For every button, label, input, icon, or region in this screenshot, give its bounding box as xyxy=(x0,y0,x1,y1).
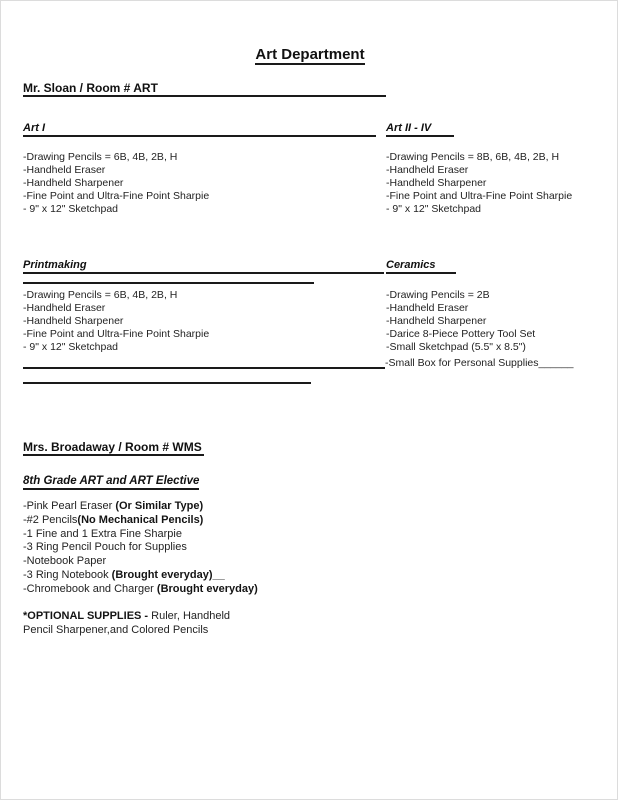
section-heading-ceramics xyxy=(386,259,456,274)
list-item xyxy=(23,569,258,583)
section-heading-art2-4-label: Art II - IV xyxy=(386,122,432,134)
item-text: -Pink Pearl Eraser xyxy=(23,500,116,512)
list-item: -Fine Point and Ultra-Fine Point Sharpie xyxy=(386,189,573,202)
list-item: -Small Sketchpad (5.5" x 8.5") xyxy=(386,340,526,353)
list-item: -Handheld Eraser xyxy=(386,301,469,314)
list-item: -Fine Point and Ultra-Fine Point Sharpie xyxy=(23,189,210,202)
list-item xyxy=(23,528,258,542)
list-item: -Drawing Pencils = 6B, 4B, 2B, H xyxy=(23,151,178,163)
list-item: -Handheld Sharpener xyxy=(386,314,487,327)
list-item: -Handheld Sharpener xyxy=(23,176,124,189)
section-heading-art1-label: Art I xyxy=(23,122,45,134)
section-heading-printmaking xyxy=(23,259,384,274)
list-item-small-box: -Small Box for Personal Supplies______ xyxy=(385,357,574,369)
blank-fill-line xyxy=(23,367,385,369)
list-item: - 9" x 12" Sketchpad xyxy=(386,202,482,215)
item-text: -3 Ring Notebook xyxy=(23,568,112,581)
optional-supplies-note xyxy=(23,610,230,637)
item-bold-text: (Brought everyday)__ xyxy=(111,568,225,581)
list-item: -Handheld Eraser xyxy=(23,301,106,314)
supply-list-art1 xyxy=(23,151,209,216)
list-item: -Darice 8-Piece Pottery Tool Set xyxy=(386,327,536,340)
list-item xyxy=(23,500,258,514)
item-bold-text: (Or Similar Type) xyxy=(115,500,204,512)
list-item: -Drawing Pencils = 2B xyxy=(386,289,490,301)
course-heading-row xyxy=(23,471,199,490)
list-item xyxy=(23,514,258,528)
supply-list-printmaking xyxy=(23,289,209,354)
blank-fill-line xyxy=(23,382,311,384)
item-text: -1 Fine and 1 Extra Fine Sharpie xyxy=(23,527,182,540)
list-item: -Handheld Eraser xyxy=(386,163,469,176)
list-item: -Handheld Sharpener xyxy=(23,314,124,327)
item-text: -Notebook Paper xyxy=(23,555,107,568)
optional-supplies-line2: Pencil Sharpener,and Colored Pencils xyxy=(23,623,209,636)
item-text: -#2 Pencils xyxy=(23,513,78,526)
teacher-header-broadaway-label: Mrs. Broadaway / Room # WMS xyxy=(23,440,202,454)
teacher-header-sloan xyxy=(23,82,386,97)
item-bold-text: (Brought everyday) xyxy=(156,582,258,595)
item-bold-text: (No Mechanical Pencils) xyxy=(77,513,204,526)
item-text: -Chromebook and Charger xyxy=(23,582,157,595)
section-heading-art2-4 xyxy=(386,122,454,137)
supply-list-art2-4 xyxy=(386,151,572,216)
optional-supplies-lead: *OPTIONAL SUPPLIES - xyxy=(23,610,152,622)
section-heading-printmaking-label: Printmaking xyxy=(23,259,87,271)
list-item: - 9" x 12" Sketchpad xyxy=(23,202,119,215)
list-item: - 9" x 12" Sketchpad xyxy=(23,340,119,353)
list-item xyxy=(23,555,258,569)
document-title-row xyxy=(1,46,618,65)
list-item xyxy=(23,583,258,597)
list-item: -Drawing Pencils = 6B, 4B, 2B, H xyxy=(23,289,178,301)
section-heading-ceramics-label: Ceramics xyxy=(386,259,436,271)
list-item: -Handheld Sharpener xyxy=(386,176,487,189)
list-item: -Handheld Eraser xyxy=(23,163,106,176)
teacher-header-sloan-label: Mr. Sloan / Room # ART xyxy=(23,81,158,95)
item-text: -3 Ring Pencil Pouch for Supplies xyxy=(23,541,187,554)
page-title: Art Department xyxy=(255,46,365,63)
list-item: -Drawing Pencils = 8B, 6B, 4B, 2B, H xyxy=(386,151,560,163)
optional-supplies-line1 xyxy=(23,610,230,624)
course-heading-8th-grade-art: 8th Grade ART and ART Elective xyxy=(23,475,199,490)
list-item: -Fine Point and Ultra-Fine Point Sharpie xyxy=(23,327,210,340)
supply-list-ceramics xyxy=(386,289,535,354)
blank-fill-line xyxy=(23,282,314,284)
optional-supplies-rest: Ruler, Handheld xyxy=(151,610,231,622)
section-heading-art1 xyxy=(23,122,376,137)
list-item xyxy=(23,541,258,555)
supply-list-8th-grade xyxy=(23,500,258,597)
teacher-header-broadaway xyxy=(23,441,204,456)
